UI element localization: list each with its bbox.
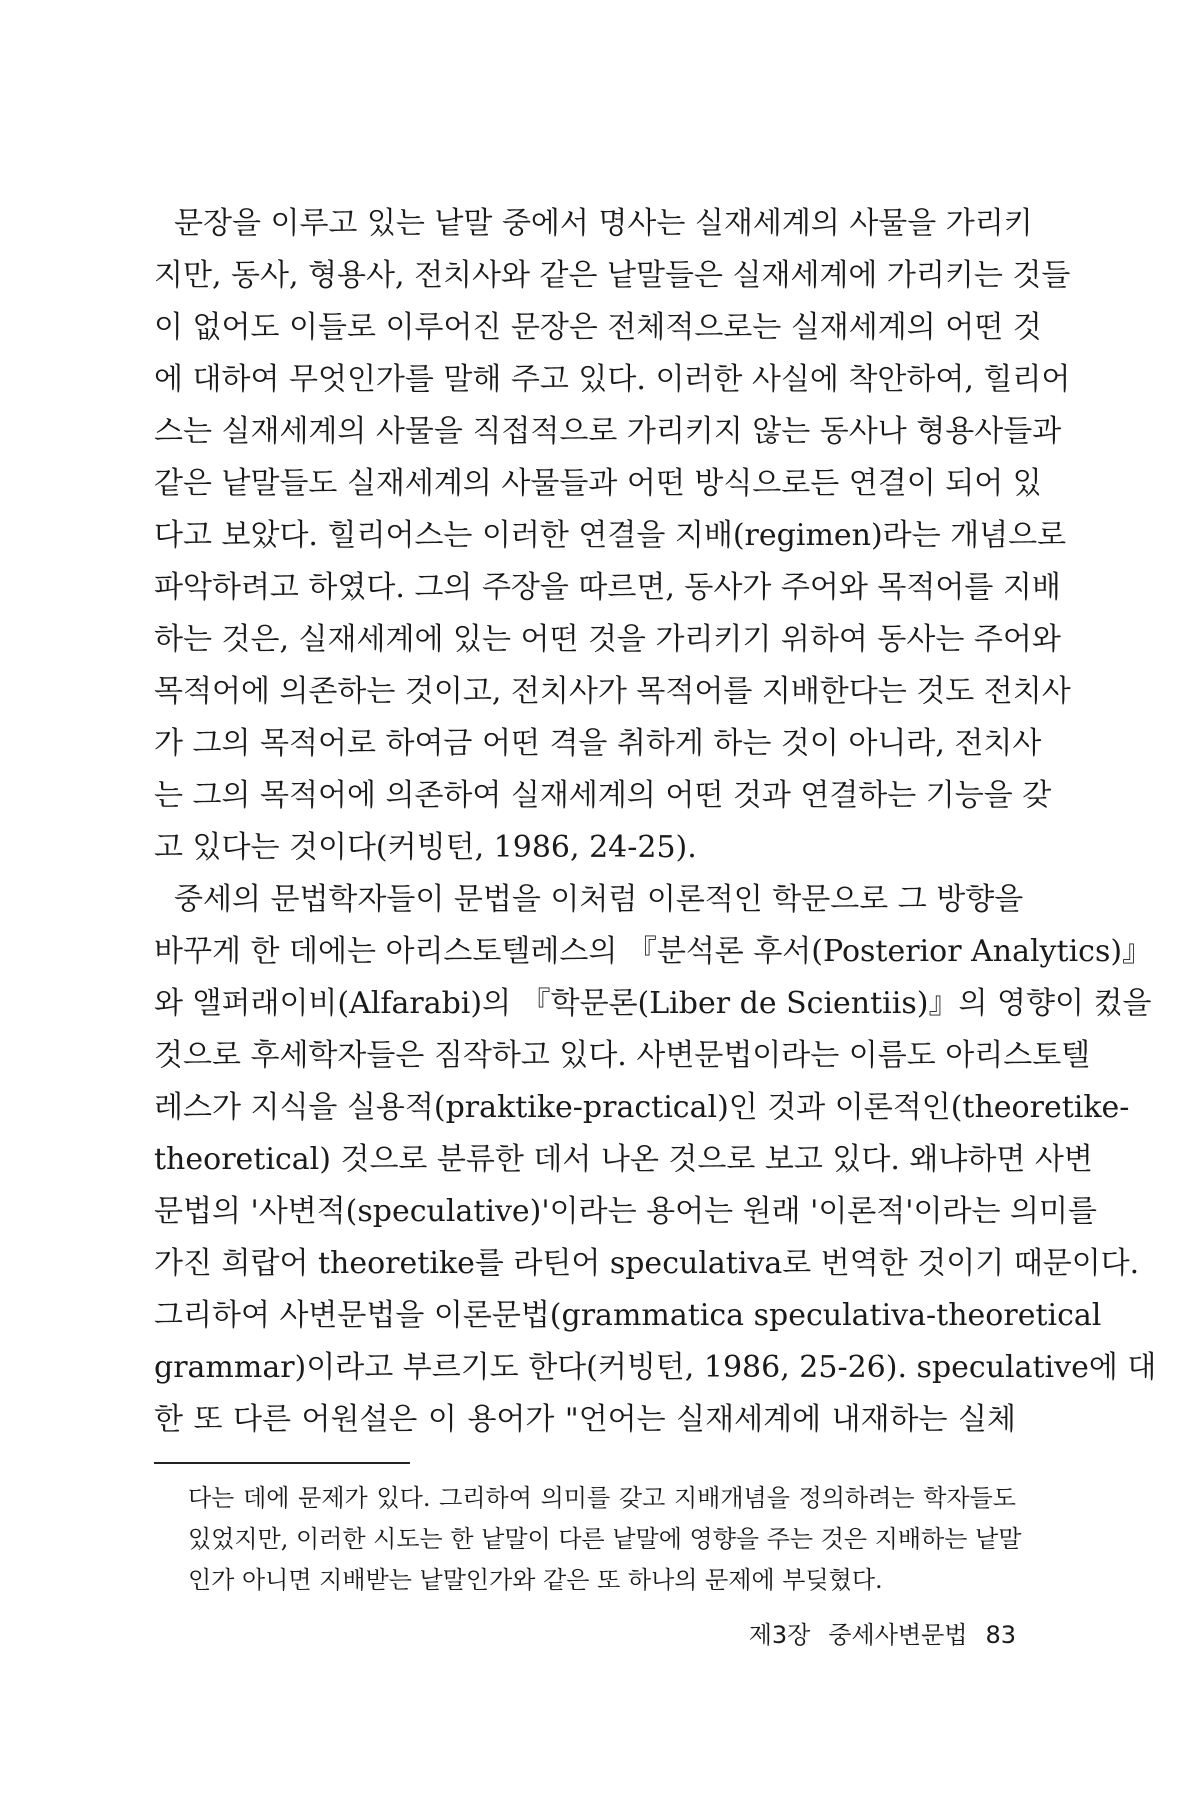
body-line: 그리하여 사변문법을 이론문법(grammatica speculativa-theoretical — [154, 1298, 1102, 1333]
body-line: 레스가 지식을 실용적(praktike-practical)인 것과 이론적인(theoretike- — [154, 1090, 1130, 1125]
body-line: 한 또 다른 어원설은 이 용어가 "언어는 실재세계에 내재하는 실체 — [154, 1402, 1016, 1437]
chapter-title: 중세사변문법 — [828, 1621, 968, 1649]
body-line: 중세의 문법학자들이 문법을 이처럼 이론적인 학문으로 그 방향을 — [174, 882, 1024, 917]
body-line: 스는 실재세계의 사물을 직접적으로 가리키지 않는 동사나 형용사들과 — [154, 414, 1062, 449]
body-line: 같은 낱말들도 실재세계의 사물들과 어떤 방식으로든 연결이 되어 있 — [154, 466, 1042, 501]
running-footer — [749, 1620, 1016, 1650]
body-line: 문장을 이루고 있는 낱말 중에서 명사는 실재세계의 사물을 가리키 — [174, 206, 1033, 241]
body-line: 와 앨퍼래이비(Alfarabi)의 『학문론(Liber de Scientiis)』의 영향이 컸을 — [154, 986, 1152, 1021]
chapter-label: 제3장 — [748, 1621, 811, 1649]
body-line: grammar)이라고 부르기도 한다(커빙턴, 1986, 25-26). speculative에 대 — [154, 1350, 1157, 1385]
body-line: theoretical) 것으로 분류한 데서 나온 것으로 보고 있다. 왜냐하면 사변 — [154, 1142, 1093, 1177]
footnote-line: 있었지만, 이러한 시도는 한 낱말이 다른 낱말에 영향을 주는 것은 지배하는 낱말 — [188, 1525, 1022, 1553]
body-line: 이 없어도 이들로 이루어진 문장은 전체적으로는 실재세계의 어떤 것 — [154, 310, 1042, 345]
footnote-line: 인가 아니면 지배받는 낱말인가와 같은 또 하나의 문제에 부딪혔다. — [188, 1566, 883, 1594]
body-line: 바꾸게 한 데에는 아리스토텔레스의 『분석론 후서(Posterior Analytics)』 — [154, 934, 1153, 969]
body-line: 문법의 '사변적(speculative)'이라는 용어는 원래 '이론적'이라는 의미를 — [154, 1194, 1097, 1229]
footnote-line: 다는 데에 문제가 있다. 그리하여 의미를 갖고 지배개념을 정의하려는 학자들도 — [188, 1484, 1016, 1512]
body-line: 는 그의 목적어에 의존하여 실재세계의 어떤 것과 연결하는 기능을 갖 — [154, 778, 1052, 813]
body-line: 하는 것은, 실재세계에 있는 어떤 것을 가리키기 위하여 동사는 주어와 — [154, 622, 1061, 657]
body-line: 고 있다는 것이다(커빙턴, 1986, 24-25). — [154, 830, 697, 865]
body-line: 가진 희랍어 theoretike를 라틴어 speculativa로 번역한 것이기 때문이다. — [154, 1246, 1140, 1281]
body-line: 지만, 동사, 형용사, 전치사와 같은 낱말들은 실재세계에 가리키는 것들 — [154, 258, 1071, 293]
body-line: 에 대하여 무엇인가를 말해 주고 있다. 이러한 사실에 착안하여, 힐리어 — [154, 362, 1071, 397]
footnote-divider — [154, 1462, 410, 1464]
body-text — [154, 198, 1157, 1446]
body-line: 목적어에 의존하는 것이고, 전치사가 목적어를 지배한다는 것도 전치사 — [154, 674, 1071, 709]
footnote — [188, 1478, 1022, 1601]
body-line: 가 그의 목적어로 하여금 어떤 격을 취하게 하는 것이 아니라, 전치사 — [154, 726, 1042, 761]
page-number: 83 — [985, 1621, 1016, 1649]
body-line: 것으로 후세학자들은 짐작하고 있다. 사변문법이라는 이름도 아리스토텔 — [154, 1038, 1091, 1073]
body-line: 파악하려고 하였다. 그의 주장을 따르면, 동사가 주어와 목적어를 지배 — [154, 570, 1061, 605]
body-line: 다고 보았다. 힐리어스는 이러한 연결을 지배(regimen)라는 개념으로 — [154, 518, 1067, 553]
